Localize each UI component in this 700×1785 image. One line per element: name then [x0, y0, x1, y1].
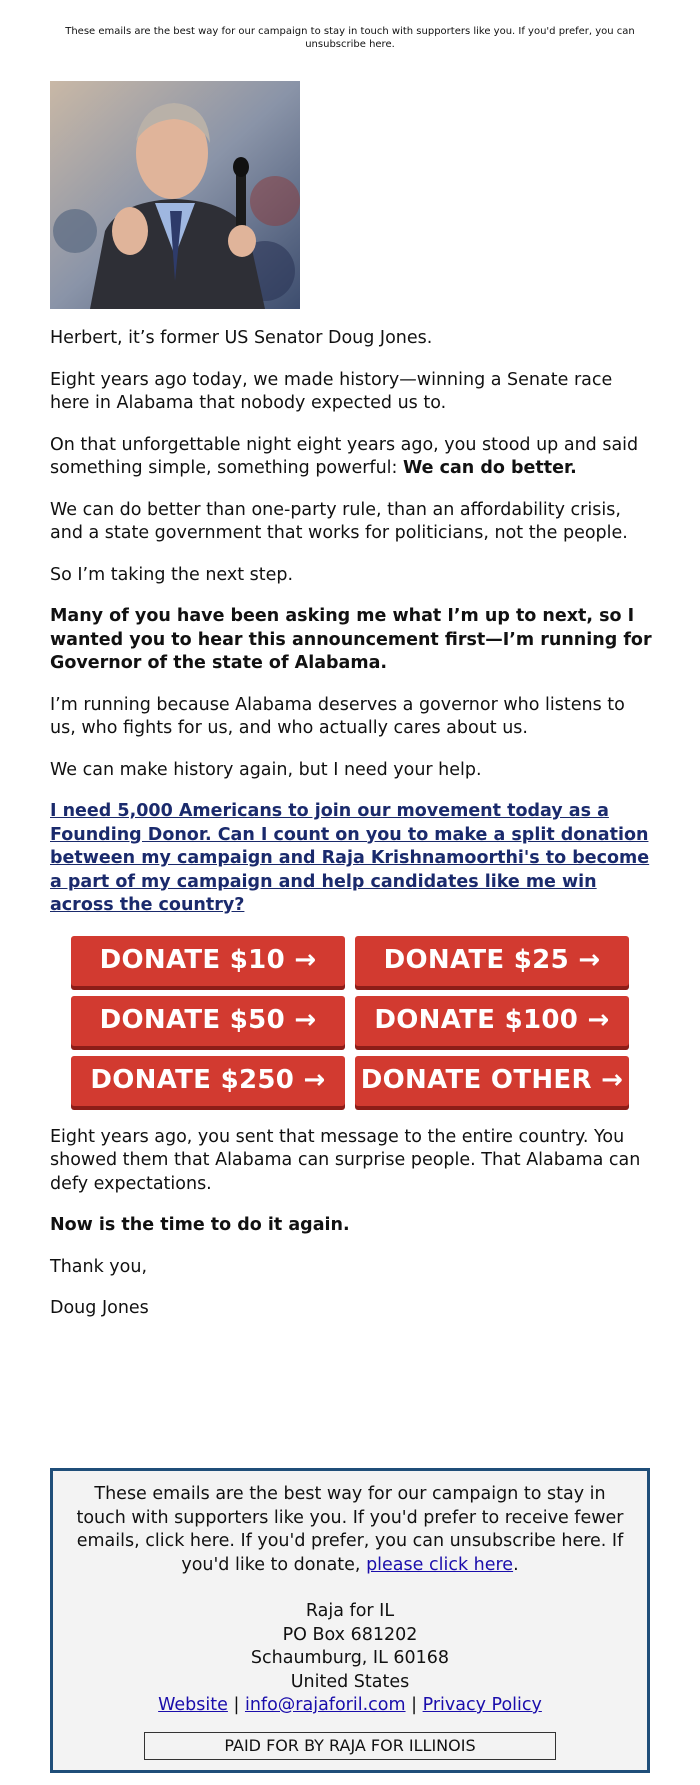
night-text: On that unforgettable night eight years ago, you stood up and said something simple, something powerful:: [50, 434, 639, 478]
do-it-again-paragraph: [50, 1214, 656, 1238]
website-link[interactable]: Website: [158, 1695, 228, 1715]
do-it-again-text: Now is the time to do it again.: [50, 1215, 350, 1235]
footer-po-box: PO Box 681202: [282, 1624, 418, 1645]
donate-other-button[interactable]: DONATE OTHER →: [355, 1056, 629, 1106]
footer-notice-text: These emails are the best way for our campaign to stay in touch with supporters like you. If you'd prefer to receive fewer emails, click here. If you'd prefer, you can unsubscribe here. If you'd like to donate,: [76, 1484, 624, 1575]
donate-100-button[interactable]: DONATE $100 →: [355, 996, 629, 1046]
footer-org: Raja for IL: [305, 1601, 395, 1621]
running-because-paragraph: I’m running because Alabama deserves a governor who listens to us, who fights for us, and who actually cares about us.: [50, 694, 625, 738]
message-paragraph: Eight years ago, you sent that message to the entire country. You showed them that Alabama can surprise people. That Alabama can defy expectations.: [50, 1126, 641, 1194]
footer-donate-link[interactable]: please click here: [366, 1554, 514, 1575]
candidate-photo-illustration: [50, 81, 300, 309]
next-step-paragraph: So I’m taking the next step.: [50, 564, 294, 585]
closing-text: Thank you,: [50, 1256, 148, 1277]
we-can-do-better-text: We can do better.: [402, 458, 577, 478]
footer-period: .: [513, 1554, 519, 1575]
email-body: [50, 327, 656, 1339]
greeting-paragraph: Herbert, it’s former US Senator Doug Jones.: [50, 328, 433, 348]
donate-50-button[interactable]: DONATE $50 →: [71, 996, 345, 1046]
footer-country: United States: [290, 1671, 410, 1692]
better-than-paragraph: We can do better than one-party rule, than an affordability crisis, and a state government that works for politicians, not the people.: [50, 499, 628, 543]
link-separator: |: [411, 1695, 418, 1715]
donate-button-grid: [71, 936, 656, 1106]
preheader-text: These emails are the best way for our campaign to stay in touch with supporters like you. If you'd prefer, you can unsubscribe here.: [65, 26, 635, 50]
paid-for-disclaimer: PAID FOR BY RAJA FOR ILLINOIS: [144, 1732, 556, 1760]
donate-250-button[interactable]: DONATE $250 →: [71, 1056, 345, 1106]
founding-donor-link[interactable]: I need 5,000 Americans to join our movement today as a Founding Donor. Can I count on you to make a split donation between my campaign and Raja Krishnamoorthi's to become a part of my campaign and help candidates like me win across the country?: [50, 801, 650, 915]
signature-text: Doug Jones: [50, 1298, 149, 1318]
footer-address: [71, 1600, 629, 1718]
need-help-paragraph: We can make history again, but I need your help.: [50, 759, 482, 780]
footer-box: [50, 1468, 650, 1773]
privacy-policy-link[interactable]: Privacy Policy: [422, 1695, 542, 1715]
footer-links: [71, 1694, 629, 1718]
donate-25-button[interactable]: DONATE $25 →: [355, 936, 629, 986]
night-paragraph: [50, 434, 656, 481]
announcement-paragraph: [50, 605, 656, 676]
announcement-text: Many of you have been asking me what I’m up to next, so I wanted you to hear this announcement first—I’m running for Governor of the state of Alabama.: [50, 606, 652, 673]
history-paragraph: Eight years ago today, we made history—winning a Senate race here in Alabama that nobody expected us to.: [50, 369, 613, 413]
link-separator: |: [233, 1695, 240, 1715]
candidate-photo: [50, 81, 300, 309]
footer-city: Schaumburg, IL 60168: [250, 1648, 450, 1668]
donate-10-button[interactable]: DONATE $10 →: [71, 936, 345, 986]
email-link[interactable]: info@rajaforil.com: [244, 1695, 406, 1715]
footer-notice: [71, 1483, 629, 1577]
cta-paragraph: [50, 800, 656, 918]
